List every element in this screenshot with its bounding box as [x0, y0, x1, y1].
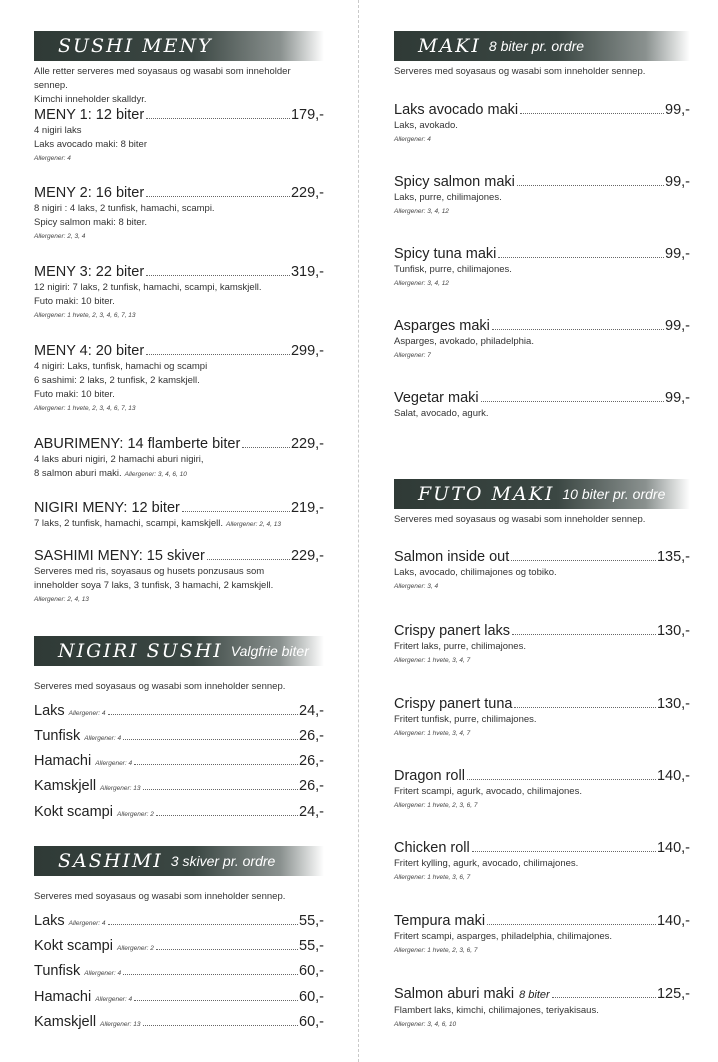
- menu-item: [394, 317, 690, 363]
- item-desc: Laks, avocado, chilimajones og tobiko.: [394, 567, 557, 578]
- leader-dots: [552, 997, 656, 998]
- item-name: Kamskjell: [34, 1014, 97, 1030]
- item-name: MENY 4: 20 biter: [34, 343, 145, 359]
- menu-item: [394, 767, 690, 813]
- item-price: 24,-: [299, 804, 324, 820]
- item-desc: Laks, avokado.: [394, 120, 458, 131]
- section-title: MAKI: [418, 35, 481, 57]
- leader-dots: [134, 764, 298, 765]
- menu-item: [394, 622, 690, 668]
- menu-item: [394, 548, 690, 594]
- item-desc: Asparges, avokado, philadelphia.: [394, 336, 534, 347]
- item-name: Salmon aburi maki: [394, 986, 515, 1002]
- leader-dots: [472, 851, 656, 852]
- item-allergens: Allergener: 1 hvete, 2, 3, 6, 7: [394, 947, 478, 954]
- section-note: Serveres med soyasaus og wasabi som inneholder sennep.: [34, 681, 286, 692]
- item-price: 130,-: [656, 696, 690, 712]
- item-allergens: Allergener: 13: [100, 1021, 141, 1028]
- leader-dots: [242, 447, 290, 448]
- item-price: 319,-: [290, 264, 324, 280]
- section-note: Serveres med soyasaus og wasabi som inneholder sennep.: [34, 891, 286, 902]
- note-line: Alle retter serveres med soyasaus og wasabi som inneholder sennep.: [34, 66, 291, 91]
- item-allergens: Allergener: 4: [84, 735, 122, 742]
- leader-dots: [511, 560, 656, 561]
- item-desc: Salat, avocado, agurk.: [394, 408, 489, 419]
- item-desc: Fritert tunfisk, purre, chilimajones.: [394, 714, 537, 725]
- item-allergens: Allergener: 3, 4, 12: [394, 208, 449, 215]
- item-allergens: Allergener: 13: [100, 785, 141, 792]
- item-desc: 8 nigiri : 4 laks, 2 tunfisk, hamachi, scampi.: [34, 203, 215, 214]
- item-price: 99,-: [665, 174, 690, 190]
- leader-dots: [146, 196, 290, 197]
- sashimi-banner: [34, 846, 324, 876]
- leader-dots: [182, 511, 290, 512]
- item-desc: Flambert laks, kimchi, chilimajones, teriyakisaus.: [394, 1005, 599, 1016]
- item-price: 55,-: [299, 938, 324, 954]
- item-desc: 12 nigiri: 7 laks, 2 tunfisk, hamachi, scampi, kamskjell.: [34, 282, 262, 293]
- item-name: Kokt scampi: [34, 804, 113, 820]
- item-desc-text: 7 laks, 2 tunfisk, hamachi, scampi, kamskjell.: [34, 518, 224, 529]
- menu-item: [34, 184, 324, 244]
- item-allergens: Allergener: 4: [394, 136, 431, 143]
- item-desc: 4 laks aburi nigiri, 2 hamachi aburi nigiri,: [34, 454, 204, 465]
- item-price: 99,-: [665, 318, 690, 334]
- leader-dots: [108, 924, 299, 925]
- item-allergens: Allergener: 3, 4, 6, 10: [124, 471, 187, 478]
- item-name: Laks avocado maki: [394, 102, 519, 118]
- menu-item: [394, 389, 690, 421]
- item-price: 140,-: [656, 840, 690, 856]
- item-desc: Spicy salmon maki: 8 biter.: [34, 217, 147, 228]
- item-price: 99,-: [665, 102, 690, 118]
- menu-item: [34, 912, 324, 933]
- column-divider: [358, 0, 359, 1062]
- item-price: 26,-: [299, 753, 324, 769]
- item-name: Kamskjell: [34, 778, 97, 794]
- item-allergens: Allergener: 3, 4, 6, 10: [394, 1021, 457, 1028]
- item-name: NIGIRI MENY: 12 biter: [34, 500, 180, 516]
- item-price: 140,-: [656, 768, 690, 784]
- section-subtitle: 3 skiver pr. ordre: [170, 853, 276, 869]
- sushi-meny-banner: [34, 31, 324, 61]
- item-price: 60,-: [299, 1014, 324, 1030]
- section-subtitle: 10 biter pr. ordre: [562, 486, 666, 502]
- leader-dots: [207, 559, 290, 560]
- item-name: Tunfisk: [34, 963, 81, 979]
- item-allergens: Allergener: 1 hvete, 2, 3, 6, 7: [394, 802, 478, 809]
- item-name: MENY 1: 12 biter: [34, 107, 145, 123]
- leader-dots: [156, 815, 298, 816]
- leader-dots: [146, 118, 290, 119]
- item-allergens: Allergener: 3, 4: [394, 583, 439, 590]
- leader-dots: [498, 257, 664, 258]
- item-name: Spicy salmon maki: [394, 174, 515, 190]
- leader-dots: [520, 113, 664, 114]
- section-title: FUTO MAKI: [418, 483, 555, 505]
- leader-dots: [492, 329, 664, 330]
- menu-item: [394, 912, 690, 958]
- item-price: 99,-: [665, 390, 690, 406]
- menu-item: [34, 803, 324, 824]
- item-allergens: Allergener: 2, 3, 4: [34, 233, 86, 240]
- item-name: Crispy panert laks: [394, 623, 511, 639]
- item-desc: Tunfisk, purre, chilimajones.: [394, 264, 512, 275]
- item-name: Hamachi: [34, 753, 92, 769]
- item-price: 299,-: [290, 343, 324, 359]
- item-allergens: Allergener: 4: [95, 996, 133, 1003]
- item-desc: Futo maki: 10 biter.: [34, 296, 115, 307]
- item-price: 125,-: [656, 986, 690, 1002]
- item-desc: Serveres med ris, soyasaus og husets ponzusaus som: [34, 566, 265, 577]
- section-subtitle: Valgfrie biter: [230, 643, 309, 659]
- item-name: Tempura maki: [394, 913, 486, 929]
- leader-dots: [123, 974, 298, 975]
- leader-dots: [156, 949, 298, 950]
- item-name: Tunfisk: [34, 728, 81, 744]
- menu-item: [34, 1013, 324, 1034]
- menu-item: [34, 342, 324, 416]
- item-desc: 4 nigiri: Laks, tunfisk, hamachi og scampi: [34, 361, 208, 372]
- item-name: Hamachi: [34, 989, 92, 1005]
- section-subtitle: 8 biter pr. ordre: [488, 38, 585, 54]
- item-name: SASHIMI MENY: 15 skiver: [34, 548, 205, 564]
- item-allergens: Allergener: 4: [84, 970, 122, 977]
- item-desc: [34, 467, 324, 482]
- menu-item: [394, 839, 690, 885]
- futo-maki-banner: [394, 479, 690, 509]
- item-allergens: Allergener: 4: [68, 920, 106, 927]
- item-name: Laks: [34, 913, 65, 929]
- item-price: 219,-: [290, 500, 324, 516]
- item-name: ABURIMENY: 14 flamberte biter: [34, 436, 241, 452]
- item-desc: Laks avocado maki: 8 biter: [34, 139, 148, 150]
- item-name-sub: 8 biter: [519, 989, 550, 1001]
- menu-item: [34, 727, 324, 748]
- menu-item: [34, 263, 324, 323]
- section-title: NIGIRI SUSHI: [58, 640, 223, 662]
- item-allergens: Allergener: 4: [68, 710, 106, 717]
- leader-dots: [517, 185, 664, 186]
- section-note: Serveres med soyasaus og wasabi som inneholder sennep.: [394, 66, 646, 77]
- item-price: 55,-: [299, 913, 324, 929]
- item-price: 24,-: [299, 703, 324, 719]
- leader-dots: [143, 1025, 298, 1026]
- menu-item: [34, 702, 324, 723]
- note-line: Kimchi inneholder skalldyr.: [34, 94, 147, 105]
- menu-item: [34, 547, 324, 607]
- leader-dots: [487, 924, 656, 925]
- section-title: SUSHI MENY: [58, 35, 213, 57]
- item-desc: Fritert kylling, agurk, avocado, chilimajones.: [394, 858, 579, 869]
- item-desc: inneholder soya 7 laks, 3 tunfisk, 3 hamachi, 2 kamskjell.: [34, 580, 274, 591]
- item-desc-text: 8 salmon aburi maki.: [34, 468, 122, 479]
- menu-item: [34, 752, 324, 773]
- item-allergens: Allergener: 1 hvete, 3, 4, 7: [394, 730, 471, 737]
- item-price: 99,-: [665, 246, 690, 262]
- item-allergens: Allergener: 1 hvete, 3, 4, 7: [394, 657, 471, 664]
- item-name: Dragon roll: [394, 768, 465, 784]
- menu-item: [34, 937, 324, 958]
- item-name: Laks: [34, 703, 65, 719]
- menu-item: [34, 988, 324, 1009]
- menu-item: [394, 245, 690, 291]
- item-desc: [34, 517, 324, 532]
- item-desc: 4 nigiri laks: [34, 125, 82, 136]
- item-allergens: Allergener: 3, 4, 12: [394, 280, 449, 287]
- item-name: Chicken roll: [394, 840, 470, 856]
- leader-dots: [146, 275, 290, 276]
- item-desc: Fritert laks, purre, chilimajones.: [394, 641, 526, 652]
- item-price: 26,-: [299, 728, 324, 744]
- item-name: Crispy panert tuna: [394, 696, 513, 712]
- item-price: 229,-: [290, 548, 324, 564]
- section-title: SASHIMI: [58, 850, 163, 872]
- section-note: Serveres med soyasaus og wasabi som inneholder sennep.: [394, 514, 646, 525]
- item-name: Asparges maki: [394, 318, 490, 334]
- nigiri-banner: [34, 636, 324, 666]
- leader-dots: [143, 789, 298, 790]
- item-name: MENY 2: 16 biter: [34, 185, 145, 201]
- menu-item: [394, 695, 690, 741]
- item-allergens: Allergener: 1 hvete, 2, 3, 4, 6, 7, 13: [34, 405, 136, 412]
- item-allergens: Allergener: 2, 4, 13: [34, 596, 89, 603]
- item-desc: Fritert scampi, asparges, philadelphia, chilimajones.: [394, 931, 613, 942]
- item-price: 26,-: [299, 778, 324, 794]
- item-price: 229,-: [290, 185, 324, 201]
- item-price: 179,-: [290, 107, 324, 123]
- leader-dots: [467, 779, 656, 780]
- item-name: Vegetar maki: [394, 390, 479, 406]
- item-name: Salmon inside out: [394, 549, 510, 565]
- leader-dots: [123, 739, 298, 740]
- item-allergens: Allergener: 2, 4, 13: [226, 521, 281, 528]
- leader-dots: [134, 1000, 298, 1001]
- menu-item: [34, 106, 324, 166]
- item-name: Kokt scampi: [34, 938, 113, 954]
- item-desc: 6 sashimi: 2 laks, 2 tunfisk, 2 kamskjell.: [34, 375, 200, 386]
- item-price: 135,-: [656, 549, 690, 565]
- menu-item: [394, 101, 690, 147]
- item-allergens: Allergener: 1 hvete, 2, 3, 4, 6, 7, 13: [34, 312, 136, 319]
- menu-item: [34, 499, 324, 532]
- menu-item: [34, 777, 324, 798]
- item-allergens: Allergener: 7: [394, 352, 431, 359]
- item-desc: Futo maki: 10 biter.: [34, 389, 115, 400]
- menu-item: [394, 985, 690, 1032]
- item-allergens: Allergener: 1 hvete, 3, 6, 7: [394, 874, 471, 881]
- item-allergens: Allergener: 2: [116, 811, 154, 818]
- leader-dots: [514, 707, 655, 708]
- item-name: Spicy tuna maki: [394, 246, 497, 262]
- leader-dots: [481, 401, 664, 402]
- item-allergens: Allergener: 4: [95, 760, 133, 767]
- item-price: 60,-: [299, 963, 324, 979]
- leader-dots: [108, 714, 299, 715]
- menu-item: [34, 962, 324, 983]
- item-price: 229,-: [290, 436, 324, 452]
- item-desc: Fritert scampi, agurk, avocado, chilimajones.: [394, 786, 582, 797]
- item-allergens: Allergener: 2: [116, 945, 154, 952]
- item-name: MENY 3: 22 biter: [34, 264, 145, 280]
- menu-item: [34, 435, 324, 482]
- item-desc: Laks, purre, chilimajones.: [394, 192, 502, 203]
- item-price: 60,-: [299, 989, 324, 1005]
- menu-item: [394, 173, 690, 219]
- leader-dots: [512, 634, 656, 635]
- item-allergens: Allergener: 4: [34, 155, 71, 162]
- item-price: 130,-: [656, 623, 690, 639]
- leader-dots: [146, 354, 290, 355]
- maki-banner: [394, 31, 690, 61]
- item-price: 140,-: [656, 913, 690, 929]
- section-note: [34, 65, 324, 107]
